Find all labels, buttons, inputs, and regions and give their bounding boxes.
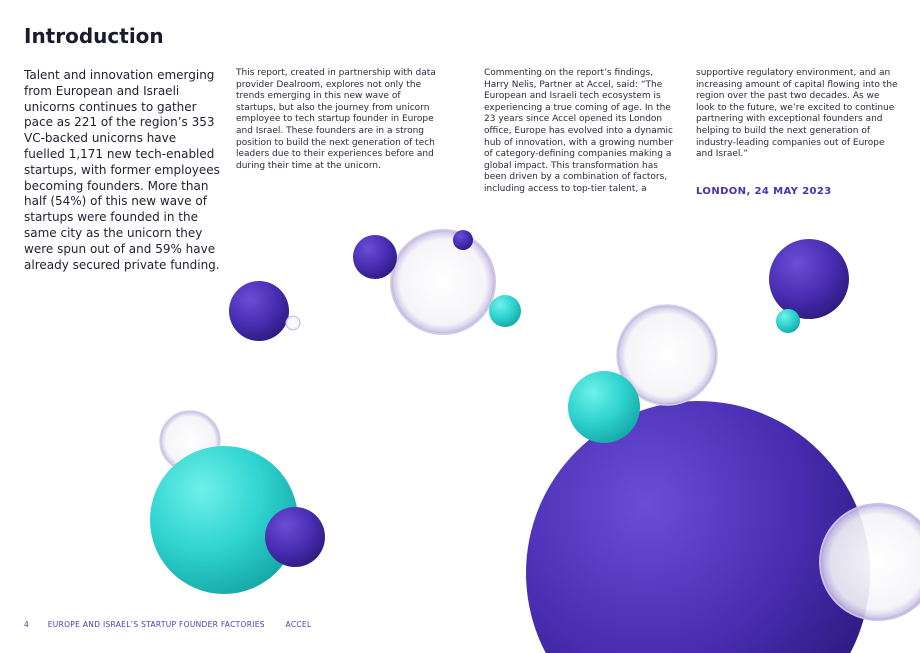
small-purple-sphere [453,230,473,250]
teal-sphere [568,371,640,443]
tiny-glass-bubble [286,316,300,330]
body-column-1: This report, created in partnership with data provider Dealroom, explores not only the trends emerging in this new wave of startups, but also the journey from unicorn employee to tech startup founder in Europe and Israel. These founders are in a strong position to build the next generation of tech leaders due to their experiences before and during their time at the unicorn. [236,68,436,171]
body-column-3: supportive regulatory environment, and an increasing amount of capital flowing into the region over the past two decades. As we look to the future, we’re excited to continue partnering with exceptional founders and helping to build the next generation of industry-leading companies out of Europe and Israel.” [696,68,898,160]
purple-sphere [769,239,849,319]
page-title: Introduction [24,24,164,48]
purple-sphere [353,235,397,279]
purple-sphere [229,281,289,341]
small-teal-sphere [776,309,800,333]
dateline: LONDON, 24 MAY 2023 [696,186,832,197]
brand-name: ACCEL [285,620,312,629]
page-footer [24,620,329,629]
glass-bubble [391,230,495,334]
report-title: EUROPE AND ISRAEL’S STARTUP FOUNDER FACTORIES [47,620,265,629]
large-purple-sphere [526,401,870,653]
body-column-2: Commenting on the report’s findings, Harry Nelis, Partner at Accel, said: “The European and Israeli tech ecosystem is experiencing a true coming of age. In the 23 years since Accel opened its London office, Europe has evolved into a dynamic hub of innovation, with a growing number of category-defining companies making a global impact. This transformation has been driven by a combination of factors, including access to top-tier talent, a [484,68,674,194]
small-teal-sphere [489,295,521,327]
lead-paragraph: Talent and innovation emerging from European and Israeli unicorns continues to gather pace as 221 of the region’s 353 VC-backed unicorns have fuelled 1,171 new tech-enabled startups, with former employees becoming founders. More than half (54%) of this new wave of startups were founded in the same city as the unicorn they were spun out of and 59% have already secured private funding. [24,68,220,272]
purple-sphere [265,507,325,567]
page-number: 4 [24,620,30,629]
